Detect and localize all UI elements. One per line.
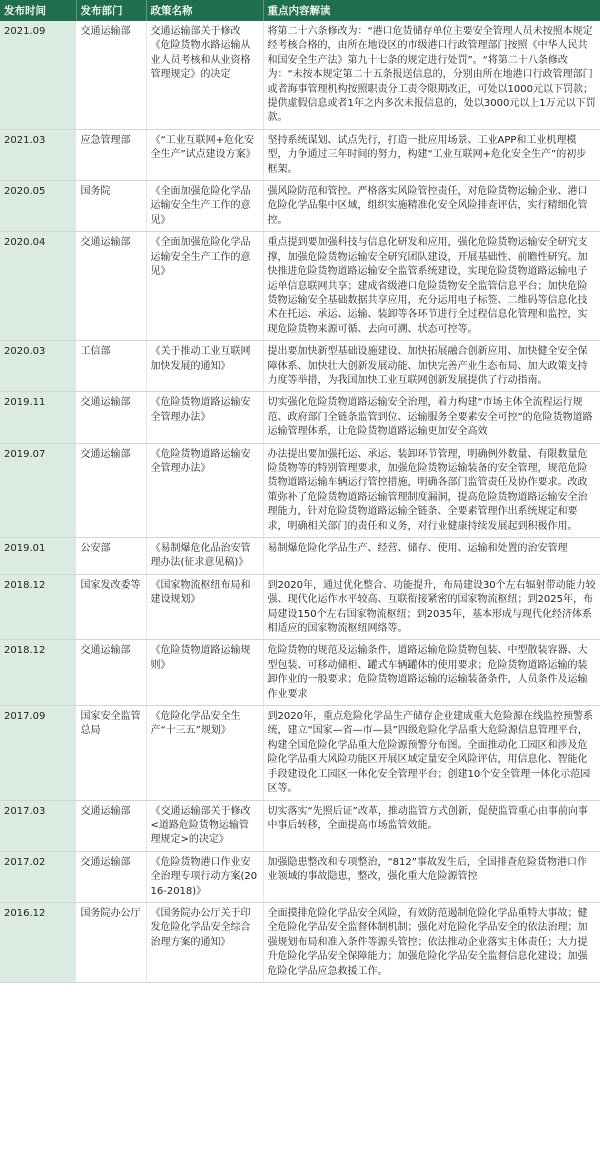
department-cell: 国家发改委等 bbox=[76, 574, 146, 640]
date-cell: 2020.03 bbox=[0, 341, 76, 392]
date-cell: 2017.03 bbox=[0, 800, 76, 851]
department-cell: 交通运输部 bbox=[76, 443, 146, 537]
key-points-cell: 到2020年，重点危险化学品生产储存企业建成重大危险源在线监控预警系统，建立“国家—省—市—县”四级危险化学品重大危险源信息管理平台，构建全国危险化学品重大危险源预警分布图。全面推动化工园区和涉及危险化学品重大风险功能区开展区域定量安全风险评估，用信息化、智能化手段建设化工园区一体化安全管理平台；创建10个安全管理一体化示范园区等。 bbox=[263, 706, 600, 800]
date-cell: 2019.01 bbox=[0, 538, 76, 575]
policy-name-cell: 《危险化学品安全生产“十三五”规划》 bbox=[146, 706, 263, 800]
policy-name-cell: 《全面加强危险化学品运输安全生产工作的意见》 bbox=[146, 232, 263, 341]
table-row bbox=[0, 181, 600, 232]
table-row bbox=[0, 851, 600, 902]
department-cell: 交通运输部 bbox=[76, 21, 146, 129]
department-cell: 国务院 bbox=[76, 181, 146, 232]
policy-name-cell: 《全面加强危险化学品运输安全生产工作的意见》 bbox=[146, 181, 263, 232]
date-cell: 2021.09 bbox=[0, 21, 76, 129]
policy-name-cell: 《国家物流枢纽布局和建设规划》 bbox=[146, 574, 263, 640]
department-cell: 国家安全监管总局 bbox=[76, 706, 146, 800]
key-points-cell: 切实落实“先照后证”改革，推动监管方式创新，促使监管重心由事前向事中事后转移，全面提高市场监管效能。 bbox=[263, 800, 600, 851]
date-cell: 2017.09 bbox=[0, 706, 76, 800]
header-policy-name: 政策名称 bbox=[146, 0, 263, 21]
key-points-cell: 提出要加快新型基础设施建设、加快拓展融合创新应用、加快健全安全保障体系、加快壮大创新发展动能、加快完善产业生态布局、加大政策支持力度等举措，为我国加快工业互联网创新发展提供了行动指南。 bbox=[263, 341, 600, 392]
table-row bbox=[0, 443, 600, 537]
date-cell: 2019.11 bbox=[0, 392, 76, 443]
department-cell: 国务院办公厅 bbox=[76, 902, 146, 982]
key-points-cell: 加强隐患整改和专项整治，“812”事故发生后，全国排查危险货物港口作业领域的事故隐患，整改，强化重大危险源管控 bbox=[263, 851, 600, 902]
header-key-points: 重点内容解读 bbox=[263, 0, 600, 21]
department-cell: 公安部 bbox=[76, 538, 146, 575]
table-row bbox=[0, 640, 600, 706]
key-points-cell: 重点提到要加强科技与信息化研发和应用，强化危险货物运输安全研究支撑，加强危险货物运输安全研究团队建设，开展基础性、前瞻性研究。加快推进危险货物道路运输安全监管系统建设，实现危险货物道路运输电子运单信息联网共享；建成省级港口危险货物安全监管信息平台；加快危险货物运输安全基础数据共享应用，充分运用电子标签、二维码等信息化技术在托运、承运、运输、装卸等各环节进行全过程信息化管理和监控，实现危险货物来源可循、去向可溯、状态可控等。 bbox=[263, 232, 600, 341]
table-row bbox=[0, 232, 600, 341]
table-row bbox=[0, 21, 600, 129]
policy-name-cell: 交通运输部关于修改《危险货物水路运输从业人员考核和从业资格管理规定》的决定 bbox=[146, 21, 263, 129]
date-cell: 2020.04 bbox=[0, 232, 76, 341]
table-row bbox=[0, 392, 600, 443]
key-points-cell: 全面摸排危险化学品安全风险，有效防范遏制危险化学品重特大事故；健全危险化学品安全监督体制机制；强化对危险化学品安全的依法治理；加强规划布局和准入条件等源头管控；依法推动企业落实主体责任；大力提升危险化学品安全保障能力；加强危险化学品安全监督信息化建设；加强危险化学品应急救援工作。 bbox=[263, 902, 600, 982]
header-department: 发布部门 bbox=[76, 0, 146, 21]
table-row bbox=[0, 800, 600, 851]
policy-name-cell: 《国务院办公厅关于印发危险化学品安全综合治理方案的通知》 bbox=[146, 902, 263, 982]
policy-name-cell: 《交通运输部关于修改<道路危险货物运输管理规定>的决定》 bbox=[146, 800, 263, 851]
key-points-cell: 危险货物的规范及运输条件，道路运输危险货物包装、中型散装容器、大型包装、可移动储柜、罐式车辆罐体的使用要求；危险货物道路运输的装卸作业的一般要求；危险货物道路运输的运输装备条件，人员条件及运输作业要求 bbox=[263, 640, 600, 706]
table-row bbox=[0, 538, 600, 575]
department-cell: 交通运输部 bbox=[76, 232, 146, 341]
key-points-cell: 办法提出要加强托运、承运、装卸环节管理，明确例外数量、有限数量危险货物等的特别管理要求，加强危险货物运输装备的安全管理，规范危险货物道路运输车辆运行管控措施，明确各部门监管责任及协作要求。改政策弥补了危险货物道路运输管理制度漏洞，提高危险货物道路运输安全治理能力，针对危险货物道路运输全链条、全要素管理作出系统规定和要求，明确相关部门的责任和义务，对行业健康持续发展起到积极作用。 bbox=[263, 443, 600, 537]
key-points-cell: 将第二十六条修改为：“港口危货储存单位主要安全管理人员未按照本规定经考核合格的，由所在地设区的市级港口行政管理部门按照《中华人民共和国安全生产法》第九十七条的规定进行处罚”。“将第二十八条修改为：“未按本规定第二十五条报送信息的，分别由所在地港口行政管理部门或者海事管理机构按照职责分工责令限期改正，可处以1000元以下罚款；提供虚假信息或者1年之内多次未报信息的，处以3000元以上1万元以下罚款。 bbox=[263, 21, 600, 129]
header-row bbox=[0, 0, 600, 21]
department-cell: 交通运输部 bbox=[76, 640, 146, 706]
date-cell: 2018.12 bbox=[0, 574, 76, 640]
department-cell: 交通运输部 bbox=[76, 800, 146, 851]
table-row bbox=[0, 902, 600, 982]
department-cell: 交通运输部 bbox=[76, 392, 146, 443]
policy-name-cell: 《关于推动工业互联网加快发展的通知》 bbox=[146, 341, 263, 392]
table-row bbox=[0, 574, 600, 640]
key-points-cell: 易制爆危险化学品生产、经营、储存、使用、运输和处置的治安管理 bbox=[263, 538, 600, 575]
date-cell: 2021.03 bbox=[0, 129, 76, 180]
key-points-cell: 到2020年，通过优化整合、功能提升，布局建设30个左右辐射带动能力较强、现代化运作水平较高、互联衔接紧密的国家物流枢纽；到2025年，布局建设150个左右国家物流枢纽；到2035年，基本形成与现代化经济体系相适应的国家物流枢纽网络等。 bbox=[263, 574, 600, 640]
policy-name-cell: 《危险货物道路运输安全管理办法》 bbox=[146, 443, 263, 537]
policy-name-cell: 《危险货物道路运输安全管理办法》 bbox=[146, 392, 263, 443]
department-cell: 交通运输部 bbox=[76, 851, 146, 902]
table-row bbox=[0, 129, 600, 180]
table-header bbox=[0, 0, 600, 21]
policy-name-cell: 《易制爆危化品治安管理办法(征求意见稿)》 bbox=[146, 538, 263, 575]
date-cell: 2018.12 bbox=[0, 640, 76, 706]
date-cell: 2020.05 bbox=[0, 181, 76, 232]
policy-name-cell: 《“工业互联网+危化安全生产”试点建设方案》 bbox=[146, 129, 263, 180]
key-points-cell: 强风险防范和管控。严格落实风险管控责任，对危险货物运输企业、港口危险化学品集中区域，组织实施精准化安全风险排查评估，实行精细化管控。 bbox=[263, 181, 600, 232]
date-cell: 2017.02 bbox=[0, 851, 76, 902]
policy-name-cell: 《危险货物港口作业安全治理专项行动方案(2016-2018)》 bbox=[146, 851, 263, 902]
header-date: 发布时间 bbox=[0, 0, 76, 21]
table-row bbox=[0, 706, 600, 800]
date-cell: 2016.12 bbox=[0, 902, 76, 982]
policy-name-cell: 《危险货物道路运输规则》 bbox=[146, 640, 263, 706]
key-points-cell: 坚持系统谋划、试点先行，打造一批应用场景、工业APP和工业机理模型，力争通过三年时间的努力，构建“工业互联网+危化安全生产”的初步框架。 bbox=[263, 129, 600, 180]
table-body bbox=[0, 21, 600, 982]
date-cell: 2019.07 bbox=[0, 443, 76, 537]
table-row bbox=[0, 341, 600, 392]
key-points-cell: 切实强化危险货物道路运输安全治理，着力构建“市场主体全流程运行规范、政府部门全链条监管到位、运输服务全要素安全可控”的危险货物道路运输管理体系，让危险货物道路运输更加安全高效 bbox=[263, 392, 600, 443]
department-cell: 应急管理部 bbox=[76, 129, 146, 180]
department-cell: 工信部 bbox=[76, 341, 146, 392]
